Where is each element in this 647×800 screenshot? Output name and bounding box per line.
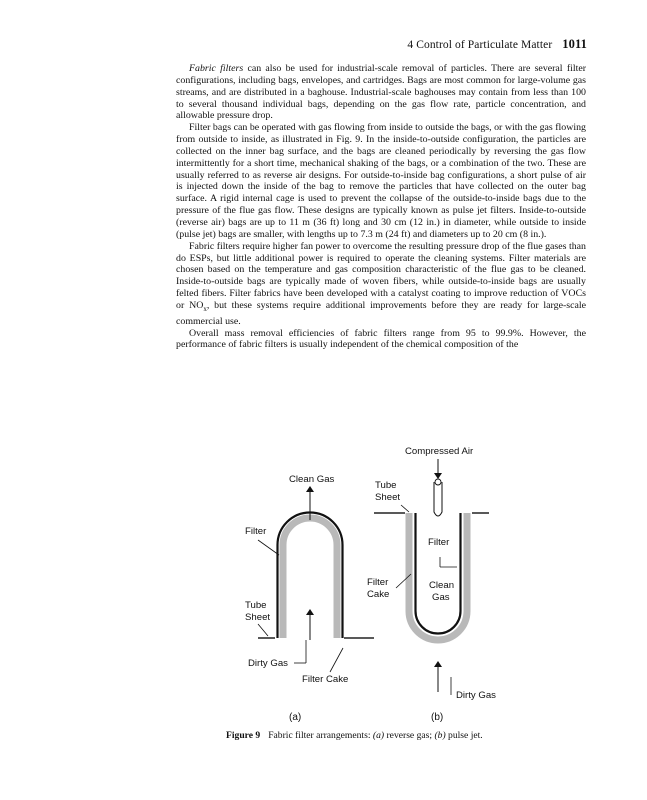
- tube-sheet-leader-b: [401, 505, 409, 512]
- label-clean-gas-b-2: Gas: [432, 592, 450, 603]
- caption-mid: reverse gas;: [384, 730, 435, 741]
- filter-cake-a: [283, 518, 337, 638]
- label-tube-a-2: Sheet: [245, 612, 271, 623]
- nox-subscript: x: [203, 304, 207, 313]
- label-clean-gas-b-1: Clean: [429, 580, 455, 591]
- label-tube-b-2: Sheet: [375, 492, 401, 503]
- caption-number: Figure 9: [226, 730, 261, 741]
- paragraph-3: [176, 241, 586, 328]
- running-head: [407, 37, 587, 52]
- paragraph-1-text: can also be used for industrial-scale removal of particles. There are several filter configurations, including bags, envelopes, and cartridges. Bags are most common for large-volume gas streams, and are distributed in a baghouse. Industrial-scale baghouses may contain from less than 100 to several thousand individual bags, depending on the gas flow rate, particle concentration, and allowable pressure drop.: [176, 63, 587, 122]
- caption-a: (a): [372, 730, 385, 741]
- label-clean-gas-a: Clean Gas: [289, 474, 335, 485]
- paragraph-4: Overall mass removal efficiencies of fabric filters range from 95 to 99.9%. However, the performance of fabric filters is usually independent of the chemical composition of the: [176, 327, 586, 351]
- figure-caption: [226, 730, 483, 741]
- label-filter-cake-b-1: Filter: [367, 577, 389, 588]
- page-number: 1011: [562, 37, 587, 51]
- paragraph-3-text-a: Fabric filters require higher fan power to overcome the resulting pressure drop of the flue gases than do ESPs, but little additional power is required to operate the cleaning systems. Filter materials are chosen based on the temperature and gas composition characteristic of the flue gas to be cleaned. Inside-to-outside bags are typically made of woven fibers, while outside-to-inside bags are usually felted fibers. Filter fabrics have been developed with a catalyst coating to improve reduction of VOCs or NO: [176, 240, 586, 311]
- panel-b-diagram: [374, 459, 489, 695]
- nozzle-head-icon: [435, 479, 441, 485]
- filter-leader-a: [258, 540, 279, 555]
- panel-label-b: (b): [431, 712, 444, 723]
- section-title: 4 Control of Particulate Matter: [407, 39, 553, 51]
- panel-label-a: (a): [289, 712, 302, 723]
- caption-end: pulse jet.: [445, 730, 483, 741]
- label-dirty-gas-b: Dirty Gas: [456, 690, 496, 701]
- label-tube-a-1: Tube: [245, 600, 267, 611]
- term-fabric-filters: Fabric filters: [189, 63, 244, 74]
- nozzle-icon: [434, 482, 442, 516]
- filter-cake-b: [409, 513, 467, 640]
- tube-sheet-leader-a: [258, 624, 268, 636]
- filter-bag-a: [278, 513, 343, 639]
- label-tube-b-1: Tube: [375, 480, 397, 491]
- filter-bag-b: [416, 513, 461, 634]
- label-filter-b: Filter: [428, 537, 450, 548]
- caption-text: Fabric filter arrangements:: [268, 730, 373, 741]
- paragraph-1: [176, 63, 586, 122]
- label-filter-cake-b-2: Cake: [367, 589, 390, 600]
- paragraph-3-text-b: , but these systems require additional improvements before they are ready for large-scale commercial use.: [176, 299, 586, 327]
- paragraph-2: Filter bags can be operated with gas flowing from inside to outside the bags, or with the gas flowing from outside to inside, as illustrated in Fig. 9. In the inside-to-outside configuration, the particles are collected on the inner bag surface, and the bags are cleaned periodically by reversing the gas flow intermittently for a short time, mechanical shaking of the bags, or a combination of the two. These are usually referred to as reverse air designs. For outside-to-inside bag configurations, a short pulse of air is injected down the inside of the bag to remove the particles that have collected on the outer bag surface. A rigid internal cage is used to prevent the collapse of the outside-to-inside bags due to the pressure of the flue gas flow. These designs are typically known as pulse jet filters. Inside-to-outside (reverse air) bags are up to 11 m (36 ft) long and 30 cm (12 in.) in diameter, while outside to inside (pulse jet) bags are smaller, with lengths up to 7.3 m (24 ft) and diameters up to 20 cm (8 in.).: [176, 122, 586, 240]
- caption-b: (b): [434, 730, 446, 741]
- body-text: [176, 63, 586, 351]
- label-dirty-gas-a: Dirty Gas: [248, 658, 288, 669]
- label-compressed-air: Compressed Air: [405, 446, 474, 457]
- filter-cake-leader-a: [330, 648, 343, 672]
- label-filter-cake-a: Filter Cake: [302, 674, 349, 685]
- filter-cake-leader-b: [396, 574, 411, 588]
- panel-a-diagram: [258, 489, 374, 672]
- label-filter-a: Filter: [245, 526, 267, 537]
